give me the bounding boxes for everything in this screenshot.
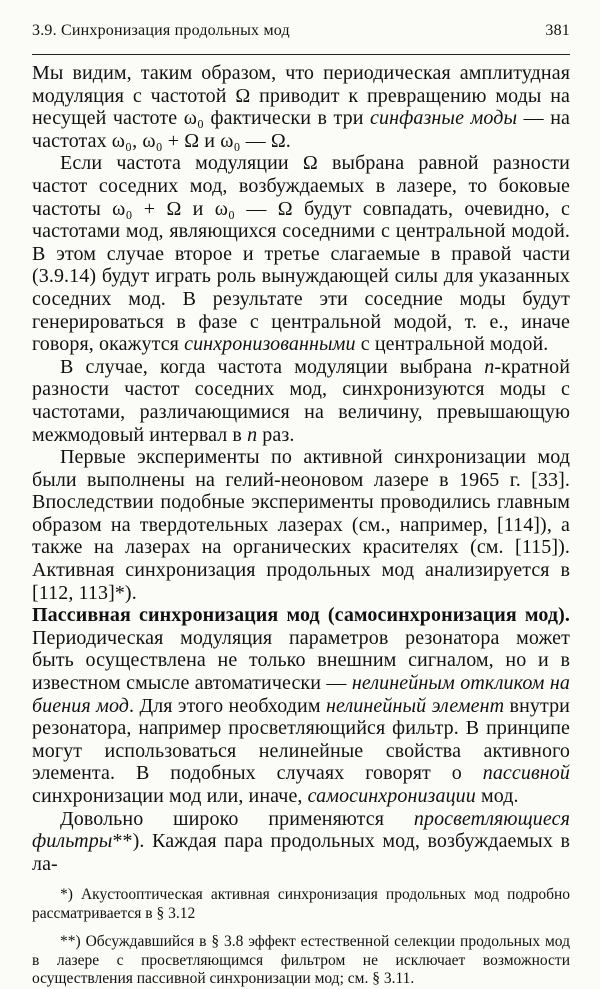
text-run: синхронизации мод или, иначе,	[32, 785, 308, 807]
italic-term: самосинхронизации	[307, 785, 476, 807]
text-run: раз.	[257, 423, 295, 446]
section-title: 3.9. Синхронизация продольных мод	[32, 22, 290, 39]
paragraph	[32, 152, 570, 355]
text-run: Довольно широко применяются	[60, 807, 414, 830]
paragraph	[32, 62, 570, 152]
italic-term: синхронизованными	[184, 333, 356, 356]
text-run: Периодическая модуляция параметров резонатора может быть осуществлена не только внешним сигналом, но и в известном смысле автоматически —	[32, 626, 570, 695]
italic-term: нелинейный элемент	[325, 694, 505, 717]
paragraph	[32, 356, 570, 446]
italic-term: синфазные моды	[370, 107, 518, 130]
footnote: *) Акустооптическая активная синхронизация продольных мод подробно рассматривается в § 3.12	[32, 886, 570, 922]
text-run: -кратной разности частот соседних мод, синхронизуются моды с частотами, различающимися на величину, превышающую межмодовый интервал в	[32, 355, 570, 446]
italic-term: n	[247, 423, 258, 446]
bold-heading: Пассивная синхронизация мод (самосинхронизация мод).	[32, 604, 570, 627]
paragraph	[32, 808, 570, 876]
footnote: **) Обсуждавшийся в § 3.8 эффект естественной селекции продольных мод в лазере с просветляющимся фильтром не исключает возможности осуществления пассивной синхронизации мод; см. § 3.11.	[32, 933, 570, 988]
text-run: мод.	[475, 785, 519, 807]
text-run: внутри резонатора, например просветляющийся фильтр. В принципе могут использоваться нелинейные свойства активного элемента. В подобных случаях говорят о	[32, 694, 570, 785]
page-number: 381	[545, 22, 570, 39]
italic-term: n	[484, 355, 495, 378]
paragraph	[32, 604, 570, 807]
text-run: Если частота модуляции Ω выбрана равной разности частот соседних мод, возбуждаемых в лазере, то боковые частоты ω₀ + Ω и ω₀ — Ω будут совпадать, очевидно, с частотами мод, являющихся соседними с центральной модой. В этом случае второе и третье слагаемые в правой части (3.9.14) будут играть роль вынуждающей силы для указанных соседних мод. В результате эти соседние моды будут генерироваться в фазе с центральной модой, т. е., иначе говоря, окажутся	[32, 152, 570, 356]
paragraph	[32, 446, 570, 604]
text-run: В случае, когда частота модуляции выбрана	[60, 355, 485, 378]
text-run: Мы видим, таким образом, что периодическая амплитудная модуляция с частотой Ω приводит к превращению моды на несущей частоте ω₀ фактически в три	[32, 62, 570, 130]
footnotes	[32, 886, 570, 989]
italic-term: пассивной	[482, 762, 570, 785]
text-run: **). Каждая пара продольных мод, возбуждаемых в ла-	[32, 830, 570, 875]
italic-term: просветляющиеся фильтры	[32, 807, 570, 853]
header-rule	[32, 54, 570, 55]
text-run: с центральной модой.	[355, 333, 549, 356]
running-header	[32, 0, 570, 48]
text-run: — на частотах ω₀, ω₀ + Ω и ω₀ — Ω.	[32, 107, 570, 152]
text-run: Первые эксперименты по активной синхронизации мод были выполнены на гелий-неоновом лазере в 1965 г. [33]. Впоследствии подобные эксперименты проводились главным образом на твердотельных лазерах (см., например, [114]), а также на лазерах на органических красителях (см. [115]). Активная синхронизация продольных мод анализируется в [112, 113]*).	[32, 446, 570, 604]
text-run: . Для этого необходим	[129, 694, 326, 717]
body-text	[32, 62, 570, 875]
italic-term: нелинейным откликом на биения мод	[32, 672, 570, 717]
